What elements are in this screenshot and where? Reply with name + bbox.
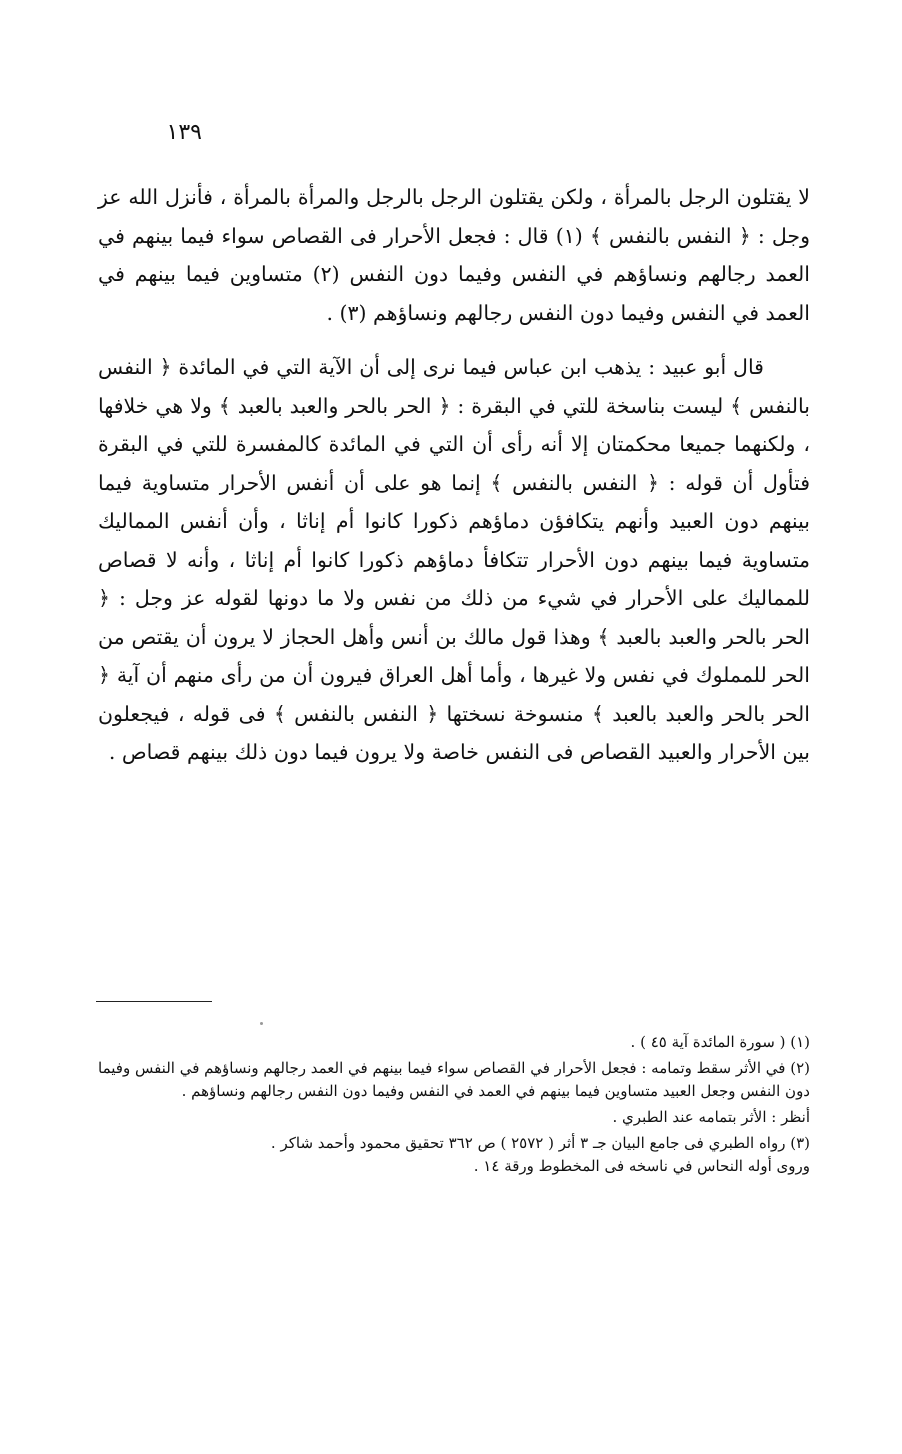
footnotes: [98, 1031, 810, 1181]
footnote-1: (١) ( سورة المائدة آية ٤٥ ) .: [630, 1033, 810, 1051]
footnote-3: (٣) رواه الطبري فى جامع البيان جـ ٣ أثر ( ٢٥٧٢ ) ص ٣٦٢ تحقيق محمود وأحمد شاكر .: [270, 1134, 810, 1152]
footnote-2: (٢) في الأثر سقط وتمامه : فجعل الأحرار في القصاص سواء فيما بينهم في العمد رجالهم ونساؤهم في النفس وفيما دون النفس وجعل العبيد متساوين فيما بينهم في العمد في النفس وفيما دون النفس رجالهم ونساؤهم .: [98, 1059, 810, 1100]
footnote-3-continuation: وروى أوله النحاس في ناسخه فى المخطوط ورقة ١٤ .: [473, 1157, 810, 1175]
page-number: ١٣٩: [166, 120, 202, 145]
paragraph-1: لا يقتلون الرجل بالمرأة ، ولكن يقتلون الرجل بالرجل والمرأة بالمرأة ، فأنزل الله عز وجل : ﴿ النفس بالنفس ﴾ (١) قال : فجعل الأحرار فى القصاص سواء فيما بينهم في العمد رجالهم ونساؤهم في النفس وفيما دون النفس (٢) متساوين فيما بينهم في العمد في النفس وفيما دون النفس رجالهم ونساؤهم (٣) .: [98, 185, 811, 325]
main-text: [98, 178, 810, 772]
footnote-2-reference: أنظر : الأثر بتمامه عند الطبري .: [612, 1108, 810, 1126]
footnote-divider: [96, 1001, 212, 1002]
paragraph-2: قال أبو عبيد : يذهب ابن عباس فيما نرى إلى أن الآية التي في المائدة ﴿ النفس بالنفس ﴾ ليست بناسخة للتي في البقرة : ﴿ الحر بالحر والعبد بالعبد ﴾ ولا هي خلافها ، ولكنهما جميعا محكمتان إلا أنه رأى أن التي في المائدة كالمفسرة للتي في البقرة فتأول أن قوله : ﴿ النفس بالنفس ﴾ إنما هو على أن أنفس الأحرار متساوية فيما بينهم دون العبيد وأنهم يتكافؤن دماؤهم ذكورا كانوا أم إناثا ، وأن أنفس المماليك متساوية فيما بينهم دون الأحرار تتكافأ دماؤهم ذكورا كانوا أم إناثا ، وأنه لا قصاص للمماليك على الأحرار في شيء من ذلك من نفس ولا ما دونها لقوله عز وجل : ﴿ الحر بالحر والعبد بالعبد ﴾ وهذا قول مالك بن أنس وأهل الحجاز لا يرون أن يقتص من الحر للمملوك في نفس ولا غيرها ، وأما أهل العراق فيرون أن من رأى منهم أن آية ﴿ الحر بالحر والعبد بالعبد ﴾ منسوخة نسختها ﴿ النفس بالنفس ﴾ فى قوله ، فيجعلون بين الأحرار والعبيد القصاص فى النفس خاصة ولا يرون فيما دون ذلك بينهم قصاص .: [98, 355, 810, 764]
scan-speck: [260, 1022, 263, 1025]
